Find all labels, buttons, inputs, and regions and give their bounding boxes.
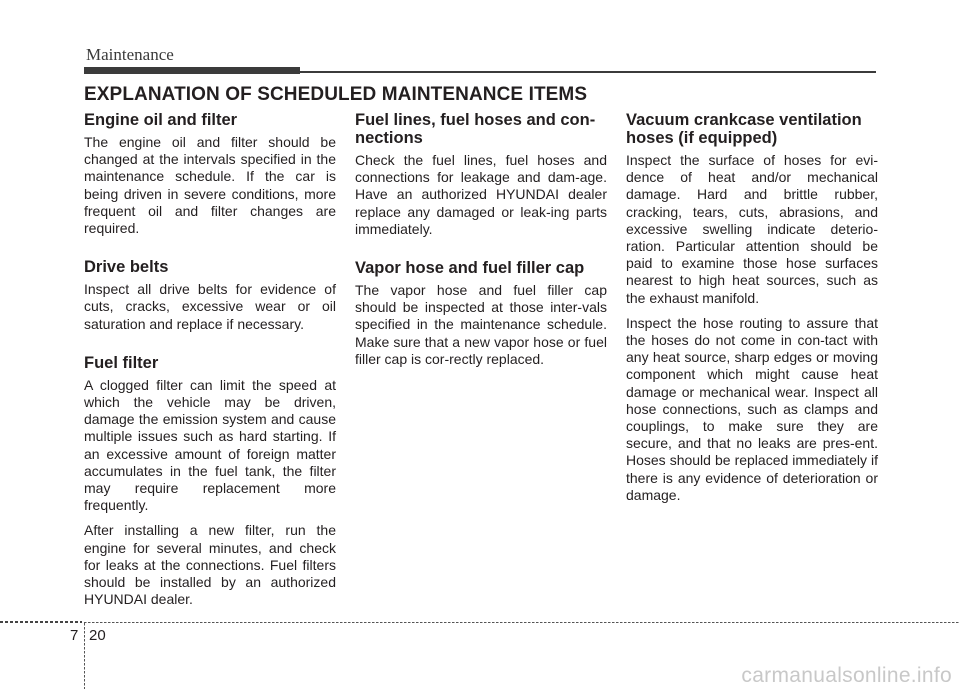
heading-fuel-filter: Fuel filter xyxy=(84,353,159,372)
heading-fuel-lines: Fuel lines, fuel hoses and con-nections xyxy=(355,111,596,147)
column-1 xyxy=(84,111,336,616)
paragraph: Inspect the surface of hoses for evi-dence of heat and/or mechanical damage. Hard and brittle rubber, cracking, tears, cuts, abrasions, and excessive swelling indicate deterio-ration. Particular attention should be paid to examine those hose surfaces nearest to high heat sources, such as the exhaust manifold. xyxy=(626,152,878,306)
footer-divider xyxy=(84,623,85,689)
page-number: 20 xyxy=(89,627,106,644)
footer-rule-left xyxy=(0,621,82,623)
header-bar-thick xyxy=(84,67,300,74)
heading-vacuum-crankcase: Vacuum crankcase ventilation hoses (if equipped) xyxy=(626,111,862,147)
column-2 xyxy=(355,111,607,376)
paragraph: The engine oil and filter should be changed at the intervals specified in the maintenance schedule. If the car is being driven in severe conditions, more frequent oil and filter changes are required. xyxy=(84,134,336,237)
page-heading: EXPLANATION OF SCHEDULED MAINTENANCE ITEMS xyxy=(84,84,588,105)
heading-drive-belts: Drive belts xyxy=(84,258,169,277)
paragraph: Inspect all drive belts for evidence of cuts, cracks, excessive wear or oil saturation and replace if necessary. xyxy=(84,281,336,332)
column-3 xyxy=(626,111,878,512)
heading-vapor-hose: Vapor hose and fuel filler cap xyxy=(355,259,585,278)
footer-rule xyxy=(84,622,960,623)
paragraph: Inspect the hose routing to assure that the hoses do not come in con-tact with any heat source, sharp edges or moving component which might cause heat damage or mechanical wear. Inspect all hose connections, such as clamps and couplings, to make sure they are secure, and that no leaks are pres-ent. Hoses should be replaced immediately if there is any evidence of deterioration or damage. xyxy=(626,314,878,503)
paragraph: Check the fuel lines, fuel hoses and connections for leakage and dam-age. Have an authorized HYUNDAI dealer replace any damaged or leak-ing parts immediately. xyxy=(355,152,607,237)
paragraph: After installing a new filter, run the engine for several minutes, and check for leaks at the connections. Fuel filters should be installed by an authorized HYUNDAI dealer. xyxy=(84,522,336,608)
paragraph: The vapor hose and fuel filler cap should be inspected at those inter-vals specified in the maintenance schedule. Make sure that a new vapor hose or fuel filler cap is cor-rectly replaced. xyxy=(355,282,607,367)
section-title: Maintenance xyxy=(86,45,174,64)
paragraph: A clogged filter can limit the speed at which the vehicle may be driven, damage the emission system and cause multiple issues such as hard starting. If an excessive amount of foreign matter accumulates in the fuel tank, the filter may require replacement more frequently. xyxy=(84,376,336,514)
heading-engine-oil: Engine oil and filter xyxy=(84,111,238,129)
watermark: carmanualsonline.info xyxy=(741,664,952,687)
header-rule xyxy=(300,71,876,73)
chapter-number: 7 xyxy=(70,627,79,644)
